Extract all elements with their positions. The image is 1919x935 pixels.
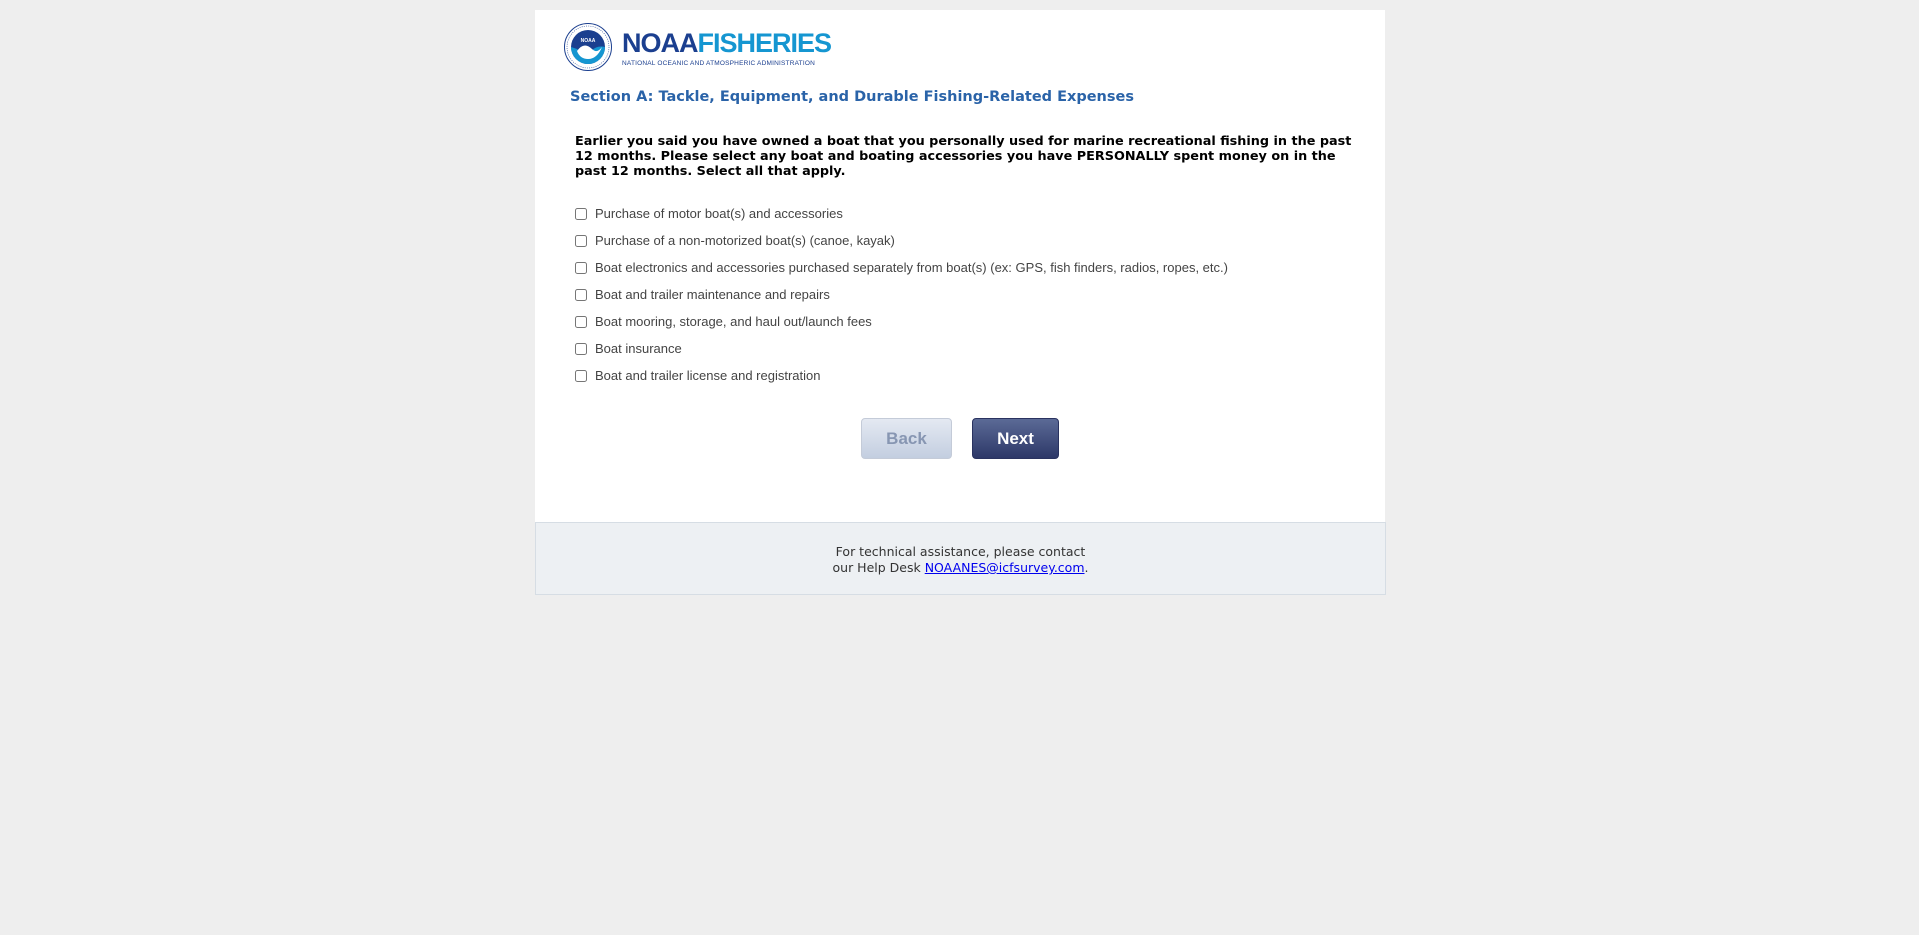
noaa-emblem-icon [564, 23, 612, 71]
wordmark-fisheries: FISHERIES [697, 27, 832, 58]
option-row-license-registration[interactable] [575, 362, 1228, 389]
help-desk-email-link[interactable]: NOAANES@icfsurvey.com [924, 560, 1085, 575]
option-row-non-motorized-boat[interactable] [575, 227, 1228, 254]
wordmark [622, 27, 832, 67]
option-label: Purchase of a non-motorized boat(s) (canoe, kayak) [595, 233, 895, 248]
option-checkbox-motor-boat[interactable] [575, 208, 587, 220]
option-row-motor-boat[interactable] [575, 200, 1228, 227]
option-label: Boat and trailer license and registration [595, 368, 821, 383]
option-row-boat-electronics[interactable] [575, 254, 1228, 281]
noaa-fisheries-logo [564, 23, 831, 71]
option-checkbox-non-motorized-boat[interactable] [575, 235, 587, 247]
wordmark-noaa: NOAA [622, 27, 698, 58]
survey-card [535, 10, 1385, 522]
question-text: Earlier you said you have owned a boat that you personally used for marine recreational fishing in the past 12 months. Please select any boat and boating accessories you have PERSONALLY spent money on in the past 12 months. Select all that apply. [575, 134, 1352, 179]
option-label: Purchase of motor boat(s) and accessories [595, 206, 843, 221]
footer-period: . [1084, 560, 1089, 575]
footer-help-desk-text: our Help Desk [832, 560, 925, 575]
option-label: Boat electronics and accessories purchased separately from boat(s) (ex: GPS, fish finders, radios, ropes, etc.) [595, 260, 1228, 275]
option-row-mooring-storage[interactable] [575, 308, 1228, 335]
option-checkbox-maintenance-repairs[interactable] [575, 289, 587, 301]
option-row-maintenance-repairs[interactable] [575, 281, 1228, 308]
option-label: Boat mooring, storage, and haul out/launch fees [595, 314, 872, 329]
option-checkbox-license-registration[interactable] [575, 370, 587, 382]
option-label: Boat insurance [595, 341, 682, 356]
option-row-boat-insurance[interactable] [575, 335, 1228, 362]
wordmark-title [622, 27, 832, 58]
next-button[interactable]: Next [972, 418, 1059, 459]
option-checkbox-mooring-storage[interactable] [575, 316, 587, 328]
wordmark-subtitle: NATIONAL OCEANIC AND ATMOSPHERIC ADMINISTRATION [622, 59, 815, 67]
footer-line-2 [536, 560, 1385, 576]
help-footer [535, 522, 1386, 595]
back-button[interactable]: Back [861, 418, 952, 459]
option-label: Boat and trailer maintenance and repairs [595, 287, 830, 302]
option-checkbox-boat-insurance[interactable] [575, 343, 587, 355]
option-checkbox-boat-electronics[interactable] [575, 262, 587, 274]
section-heading: Section A: Tackle, Equipment, and Durable Fishing-Related Expenses [570, 89, 1134, 105]
emblem-text: NOAA [580, 38, 596, 44]
options-list [575, 200, 1228, 389]
footer-line-1: For technical assistance, please contact [835, 544, 1086, 559]
